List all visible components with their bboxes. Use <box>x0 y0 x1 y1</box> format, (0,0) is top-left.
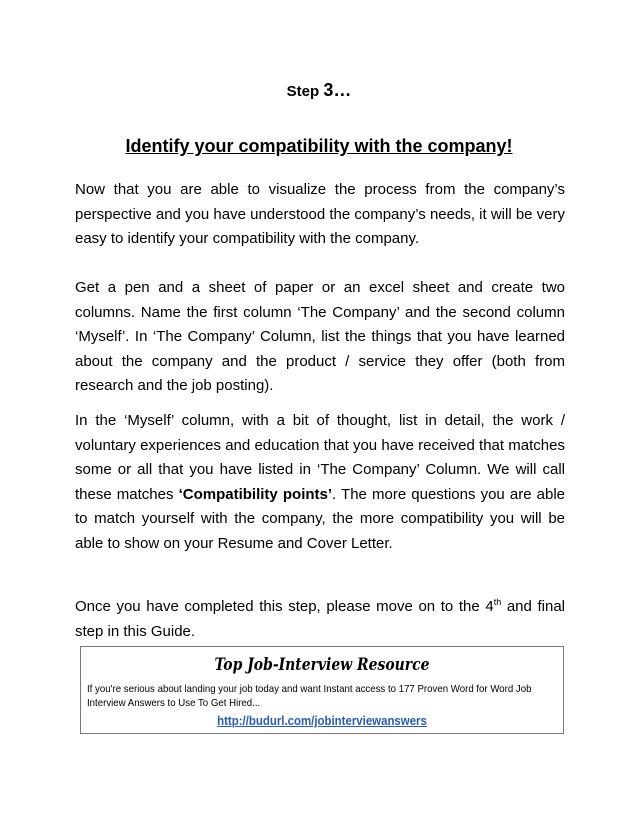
banner-text: If you're serious about landing your job today and want Instant access to 177 Proven Word for Word Job Interview Answers to Use To Get Hired... <box>87 683 532 709</box>
banner-title: Top Job-Interview Resource <box>214 655 430 675</box>
paragraph-myself <box>75 409 565 556</box>
paragraph-next-step <box>75 595 565 644</box>
paragraph-myself-text-2: . The more questions you are able to match yourself with the company, the more compatibility you will be able to show on your Resume and Cover Letter. <box>75 485 566 552</box>
paragraph-myself-text-1: In the ‘Myself’ column, with a bit of thought, list in detail, the work / voluntary experiences and education that you have received that matches some or all that you have listed in ‘The Company’ Column. We will call these matches <box>75 412 565 503</box>
paragraph-columns: Get a pen and a sheet of paper or an excel sheet and create two columns. Name the first column ‘The Company’ and the second column ‘Myself’. In ‘The Company’ Column, list the things that you have learned about the company and the product / service they offer (both from research and the job posting). <box>75 279 565 394</box>
step-prefix: Step <box>286 83 324 100</box>
step-number: 3… <box>323 80 352 100</box>
paragraph-intro: Now that you are able to visualize the process from the company’s perspective and you have understood the company’s needs, it will be very easy to identify your compatibility with the company. <box>75 181 566 247</box>
compatibility-points-term: ‘Compatibility points’ <box>178 485 333 503</box>
resource-banner[interactable] <box>80 646 564 734</box>
ordinal-suffix: th <box>493 597 502 607</box>
section-heading: Identify your compatibility with the company! <box>125 136 513 156</box>
paragraph-next-step-text-2: and final step in this Guide. <box>75 598 565 640</box>
paragraph-next-step-text-1: Once you have completed this step, please move on to the 4 <box>75 598 494 615</box>
step-title <box>0 80 638 101</box>
banner-link[interactable]: http://budurl.com/jobinterviewanswers <box>217 713 427 728</box>
